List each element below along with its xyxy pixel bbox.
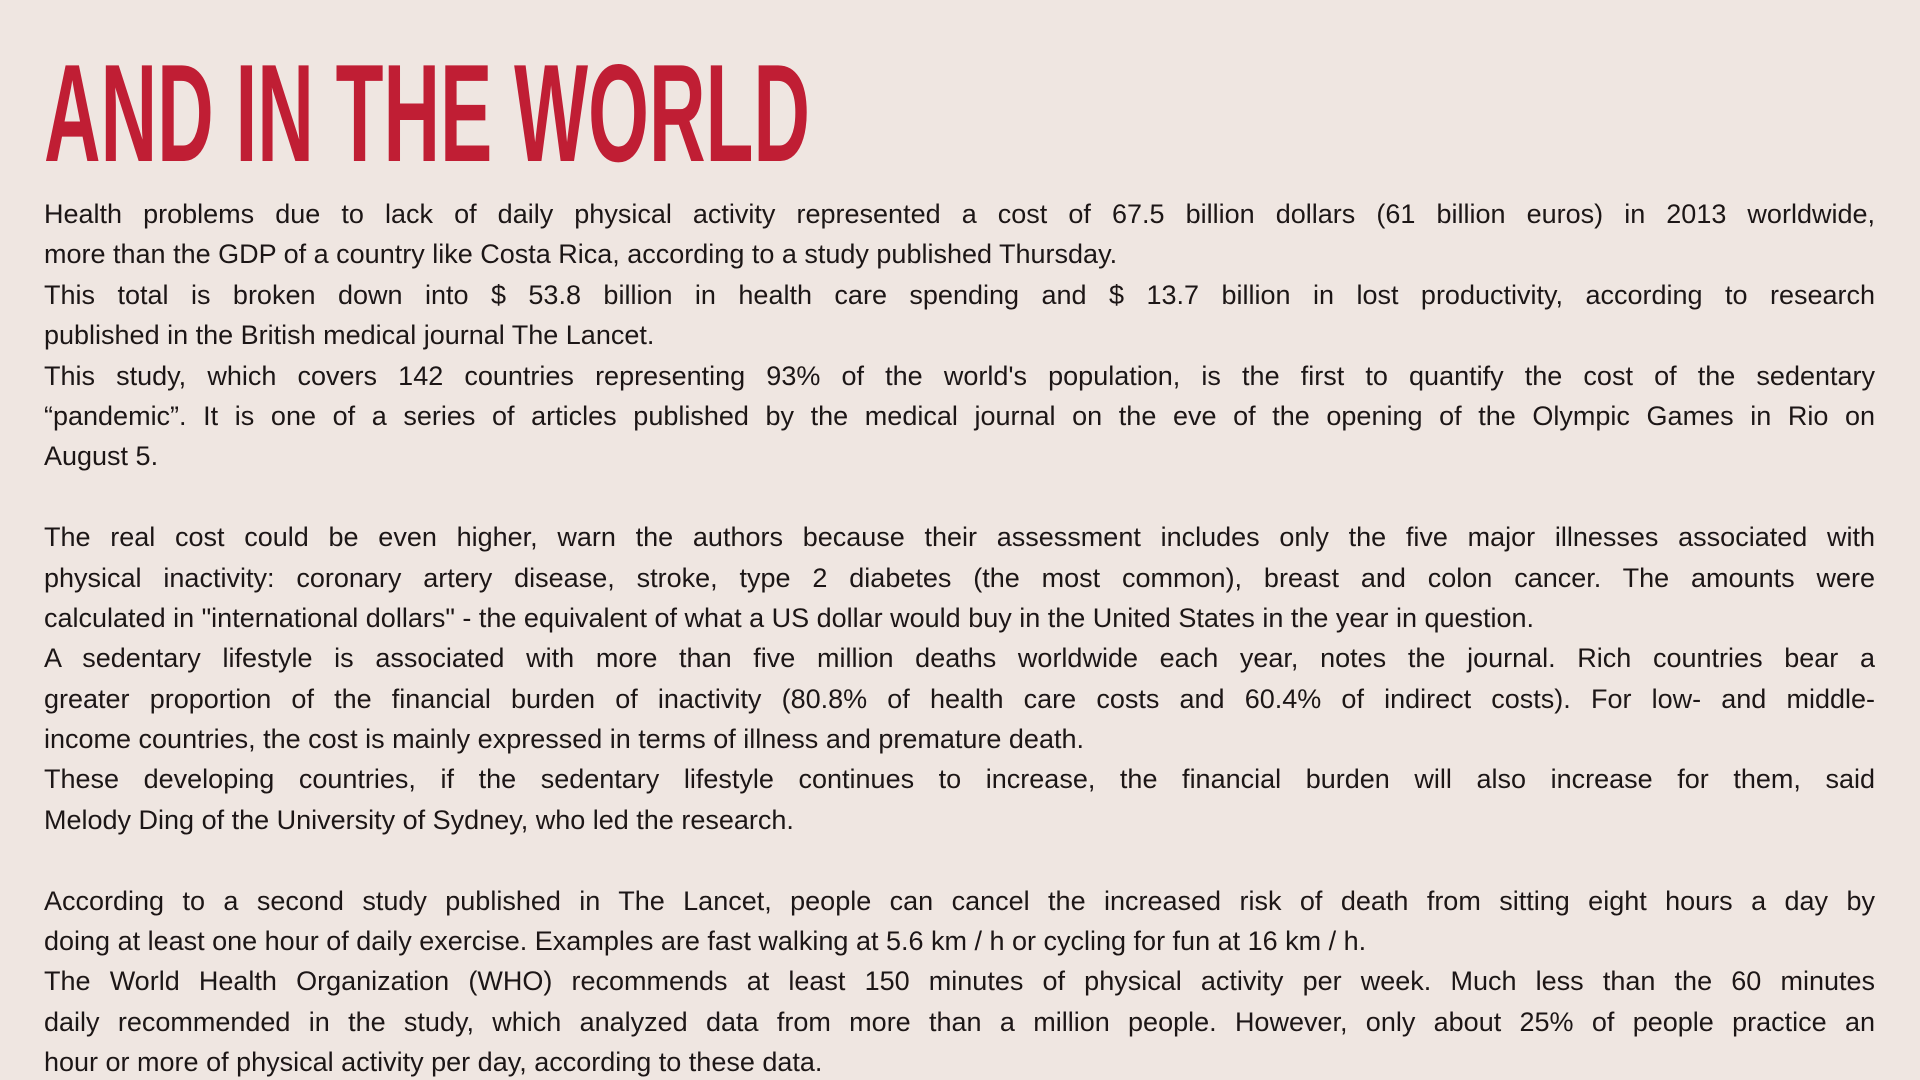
paragraph-line: The real cost could be even higher, warn the authors because their assessment includes only the five major illnesses associated with [44, 522, 1875, 553]
paragraph-line: “pandemic”. It is one of a series of articles published by the medical journal on the eve of the opening of the Olympic Games in Rio on [44, 400, 1875, 431]
paragraph-line: A sedentary lifestyle is associated with more than five million deaths worldwide each year, notes the journal. Rich countries bear a [44, 643, 1875, 674]
paragraph-line: greater proportion of the financial burden of inactivity (80.8% of health care costs and 60.4% of indirect costs). For low- and middle- [44, 683, 1875, 714]
paragraph [44, 194, 1875, 275]
paragraph-line: physical inactivity: coronary artery disease, stroke, type 2 diabetes (the most common), breast and colon cancer. The amounts were [44, 562, 1875, 593]
paragraph-line: These developing countries, if the sedentary lifestyle continues to increase, the financial burden will also increase for them, said [44, 764, 1875, 795]
article-body [44, 194, 1875, 1080]
paragraph-line: Melody Ding of the University of Sydney, who led the research. [44, 804, 794, 835]
paragraph-line: The World Health Organization (WHO) recommends at least 150 minutes of physical activity per week. Much less than the 60 minutes [44, 966, 1875, 997]
paragraph-line: hour or more of physical activity per day, according to these data. [44, 1047, 823, 1078]
paragraph-line: August 5. [44, 441, 159, 472]
paragraph-line: published in the British medical journal The Lancet. [44, 320, 655, 351]
paragraph-line: more than the GDP of a country like Costa Rica, according to a study published Thursday. [44, 239, 1118, 270]
paragraph-line: According to a second study published in The Lancet, people can cancel the increased risk of death from sitting eight hours a day by [44, 885, 1875, 916]
paragraph-line: Health problems due to lack of daily physical activity represented a cost of 67.5 billion dollars (61 billion euros) in 2013 worldwide, [44, 199, 1875, 229]
paragraph [44, 356, 1875, 477]
paragraph-line: This total is broken down into $ 53.8 billion in health care spending and $ 13.7 billion in lost productivity, according to research [44, 279, 1875, 310]
paragraph [44, 759, 1875, 840]
paragraph [44, 961, 1875, 1080]
paragraph-line: calculated in "international dollars" - the equivalent of what a US dollar would buy in the United States in the year in question. [44, 602, 1535, 633]
paragraph-line: income countries, the cost is mainly expressed in terms of illness and premature death. [44, 724, 1084, 755]
paragraph [44, 275, 1875, 356]
paragraph-line: This study, which covers 142 countries representing 93% of the world's population, is the first to quantify the cost of the sedentary [44, 360, 1875, 391]
paragraph-line: daily recommended in the study, which analyzed data from more than a million people. However, only about 25% of people practice an [44, 1006, 1875, 1037]
paragraph [44, 881, 1875, 962]
paragraph [44, 638, 1875, 759]
paragraph [44, 517, 1875, 638]
paragraph-line: doing at least one hour of daily exercise. Examples are fast walking at 5.6 km / h or cycling for fun at 16 km / h. [44, 926, 1367, 957]
page-title: AND IN THE WORLD [44, 36, 810, 191]
